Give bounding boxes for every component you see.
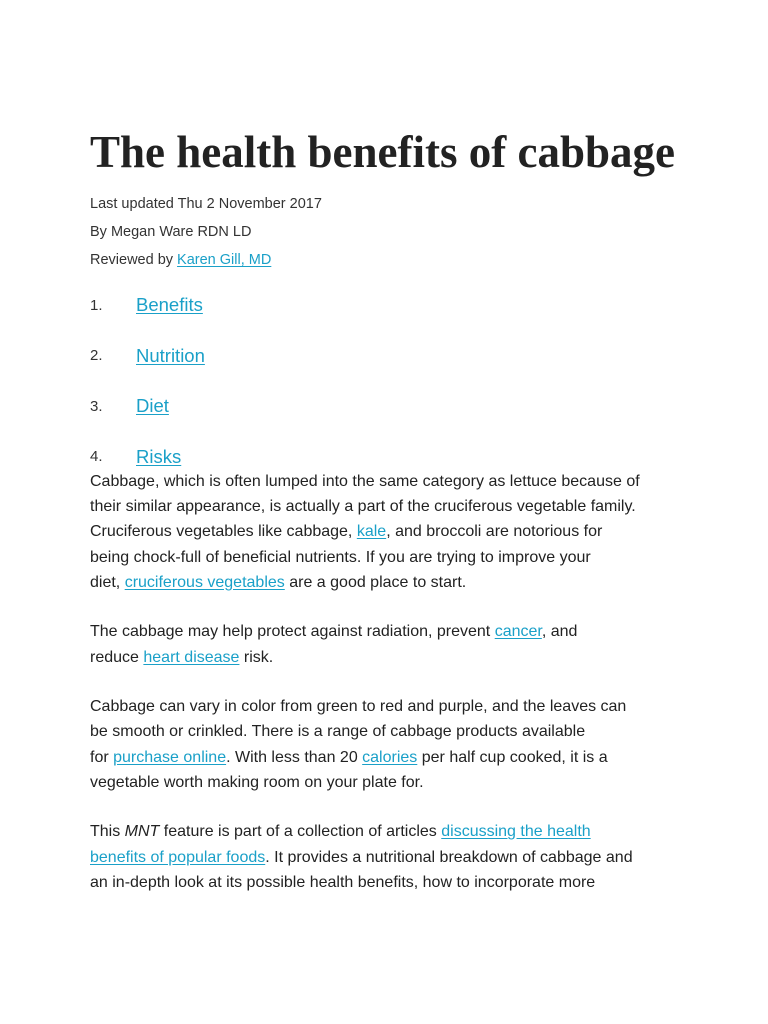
text-line: [90, 519, 690, 544]
text-segment: , and: [541, 623, 578, 641]
text-line: [90, 645, 690, 670]
text-segment: risk.: [239, 648, 274, 666]
calories-link[interactable]: calories: [362, 748, 418, 766]
paragraph-intro: [90, 469, 690, 595]
text-line: [90, 845, 690, 870]
article-body: [90, 469, 690, 919]
toc-number: 3.: [90, 397, 103, 415]
paragraph-protection: [90, 619, 690, 669]
text-line: be smooth or crinkled. There is a range of cabbage products available: [90, 723, 586, 741]
text-segment: feature is part of a collection of articles: [159, 823, 442, 841]
toc-link-benefits[interactable]: Benefits: [136, 294, 203, 316]
toc-item-diet: [90, 381, 205, 432]
text-segment: per half cup cooked, it is a: [417, 748, 608, 766]
text-line: Cabbage, which is often lumped into the same category as lettuce because of: [90, 473, 640, 490]
table-of-contents: [90, 280, 205, 482]
reviewer-link[interactable]: Karen Gill, MD: [177, 252, 272, 268]
text-segment: diet,: [90, 573, 125, 591]
text-segment: are a good place to start.: [284, 573, 467, 591]
toc-link-diet[interactable]: Diet: [136, 395, 169, 417]
text-line: [90, 619, 690, 644]
text-segment: The cabbage may help protect against radiation, prevent: [90, 623, 495, 641]
text-line: vegetable worth making room on your plate for.: [90, 773, 424, 791]
text-segment: reduce: [90, 648, 144, 666]
mnt-emphasis: MNT: [124, 823, 160, 841]
byline: By Megan Ware RDN LD: [90, 224, 252, 240]
text-line: an in-depth look at its possible health benefits, how to incorporate more: [90, 873, 596, 891]
popular-foods-link-part2[interactable]: benefits of popular foods: [90, 848, 266, 866]
text-segment: . With less than 20: [226, 748, 363, 766]
kale-link[interactable]: kale: [356, 523, 387, 541]
toc-number: 1.: [90, 296, 103, 314]
text-line: their similar appearance, is actually a part of the cruciferous vegetable family.: [90, 498, 636, 516]
toc-number: 4.: [90, 448, 103, 466]
text-line: [90, 819, 690, 844]
text-segment: . It provides a nutritional breakdown of cabbage and: [265, 848, 633, 866]
toc-number: 2.: [90, 347, 103, 365]
text-line: [90, 745, 690, 770]
paragraph-feature: [90, 819, 690, 895]
text-line: Cabbage can vary in color from green to red and purple, and the leaves can: [90, 698, 627, 716]
toc-item-nutrition: [90, 331, 205, 382]
toc-link-nutrition[interactable]: Nutrition: [136, 344, 205, 366]
text-segment: , and broccoli are notorious for: [386, 523, 603, 541]
text-segment: Cruciferous vegetables like cabbage,: [90, 523, 357, 541]
heart-disease-link[interactable]: heart disease: [143, 648, 240, 666]
last-updated: Last updated Thu 2 November 2017: [90, 196, 322, 212]
paragraph-varieties: [90, 694, 690, 795]
text-segment: for: [90, 748, 114, 766]
popular-foods-link-part1[interactable]: discussing the health: [441, 823, 591, 841]
text-line: being chock-full of beneficial nutrients. If you are trying to improve your: [90, 548, 591, 566]
reviewed-prefix: Reviewed by: [90, 252, 178, 268]
cancer-link[interactable]: cancer: [494, 623, 542, 641]
article-title: The health benefits of cabbage: [90, 127, 675, 177]
text-segment: This: [90, 823, 125, 841]
text-line: [90, 570, 690, 595]
cruciferous-vegetables-link[interactable]: cruciferous vegetables: [124, 573, 285, 591]
toc-link-risks[interactable]: Risks: [136, 445, 182, 467]
toc-item-benefits: [90, 280, 205, 331]
purchase-online-link[interactable]: purchase online: [113, 748, 227, 766]
reviewed-by: [90, 250, 271, 270]
